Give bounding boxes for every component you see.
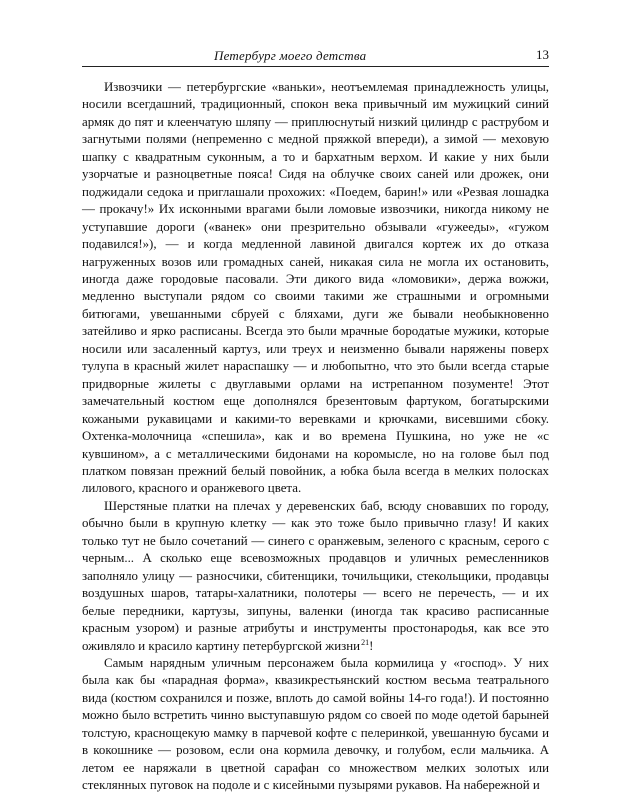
- paragraph-2-end: !: [369, 638, 374, 653]
- paragraph-3: Самым нарядным уличным персонажем была кормилица у «господ». У них была как бы «парадная форма», квазикрестьянский костюм весьма театрального вида (костюм сохранился и позже, вплоть до самой войны 14-го года!). И постоянно можно было встретить чинно выступавшую рядом со своей по моде одетой барыней толстую, краснощекую мамку в парчевой кофте с пелеринкой, увешанную бусами и в кокошнике — розовом, если она кормила девочку, и голубом, если мальчика. А летом ее наряжали в цветной сарафан со множеством мелких золотых или стеклянных пуговок на подоле и с кисейными пузырями рукавов. На набережной и: [82, 655, 549, 793]
- body-text: [82, 79, 549, 795]
- header-rule: [82, 66, 549, 67]
- footnote-reference[interactable]: 21: [361, 637, 370, 647]
- running-head: [82, 46, 549, 68]
- paragraph-1: Извозчики — петербургские «ваньки», неотъемлемая принадлежность улицы, носили всегдашний, традиционный, спокон века привычный им мужицкий синий армяк до пят и клеенчатую шляпу — приплюснутый низкий цилиндр с раструбом и загнутыми полями (непременно с медной пряжкой впереди), а зимой — меховую шапку с квадратным суконным, а то и бархатным верхом. И какие у них были узорчатые и разноцветные пояса! Сидя на облучке своих саней или дрожек, они поджидали седока и приглашали прохожих: «Поедем, барин!» или «Резвая лошадка — прокачу!» Их исконными врагами были ломовые извозчики, никогда никому не уступавшие дороги («ванек» они презрительно обзывали «гужееды», «гужом подавился!»), — и когда медленной лавиной двигался кортеж их до отказа нагруженных возов или громадных саней, никакая сила не могла их остановить, иногда даже городовые пасовали. Эти дикого вида «ломовики», держа вожжи, медленно выступали рядом со своими такими же страшными и огромными битюгами, увешанными сбруей с бляхами, дуги же бывали необыкновенно затейливо и ярко расписаны. Всегда это были мрачные бородатые мужики, которые носили или засаленный картуз, или треух и неизменно бывали наряжены поверх тулупа в красный жилет нараспашку — и любопытно, что это были всегда старые придворные жилеты с двуглавыми орлами на истрепанном позументе! Этот замечательный костюм еще дополнялся брезентовым фартуком, богатырскими кожаными рукавицами и какими-то веревками и крючками, висевшими сбоку. Охтенка-молочница «спешила», как и во времена Пушкина, но уже не «с кувшином», а с металлическими бидонами на коромысле, но на голове был под платком повязан прежний белый повойник, а юбка была всегда в мелких полосках лилового, красного и оранжевого цвета.: [82, 80, 549, 496]
- page-number: 13: [536, 47, 549, 62]
- paragraph-2-text: Шерстяные платки на плечах у деревенских баб, всюду сновавших по городу, обычно были в крупную клетку — как это тоже было привычно глазу! И каких только тут не было сочетаний — синего с оранжевым, зеленого с красным, серого с черным... А сколько еще всевозможных продавцов и уличных ремесленников заполняло улицу — разносчики, сбитенщики, точильщики, стекольщики, продавцы воздушных шаров, татары-халатники, полотеры — всего не перечесть, — и их белые передники, картузы, зипуны, валенки (иногда так красиво расписанные красным узором) и разные атрибуты и инструменты простонародья, как все это оживляло и красило картину петербургской жизни: [82, 498, 549, 653]
- running-title: Петербург моего детства: [214, 48, 367, 63]
- paragraph-2: [82, 498, 549, 655]
